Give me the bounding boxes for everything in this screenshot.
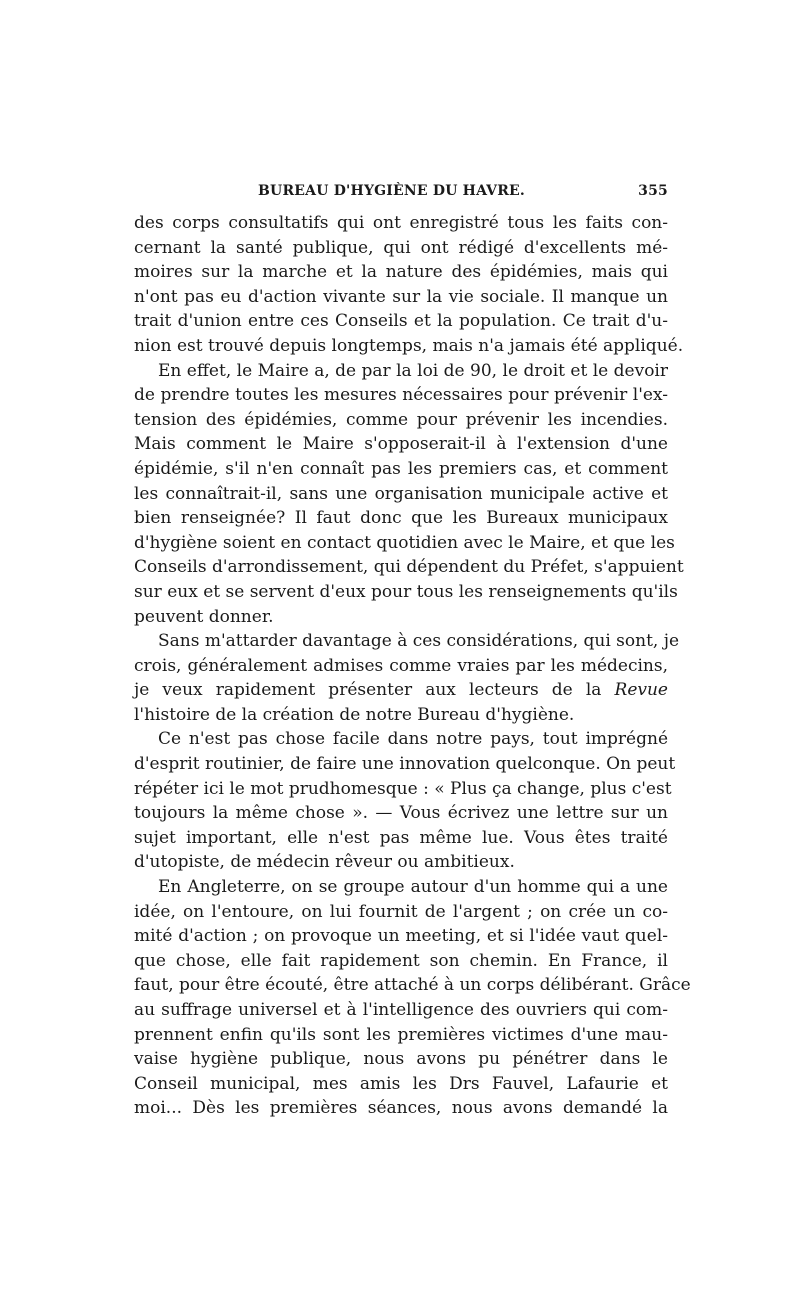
text-line: tension des épidémies, comme pour prévenir les incendies.	[134, 409, 668, 430]
body-text	[134, 211, 691, 1121]
page-number: 355	[638, 183, 668, 199]
text-line: Mais comment le Maire s'opposerait-il à l'extension d'une	[134, 434, 668, 455]
text-line: mité d'action ; on provoque un meeting, et si l'idée vaut quel-	[134, 926, 668, 947]
running-title: BUREAU D'HYGIÈNE DU HAVRE.	[258, 183, 525, 199]
text-line: répéter ici le mot prudhomesque : « Plus ça change, plus c'est	[134, 778, 672, 799]
text-line: que chose, elle fait rapidement son chemin. En France, il	[134, 950, 668, 971]
text-line: vaise hygiène publique, nous avons pu pénétrer dans le	[134, 1049, 668, 1070]
text-line: crois, généralement admises comme vraies par les médecins,	[134, 655, 668, 676]
text-line: moi... Dès les premières séances, nous avons demandé la	[134, 1098, 668, 1119]
text-line: d'esprit routinier, de faire une innovation quelconque. On peut	[134, 754, 676, 775]
text-line: Conseil municipal, mes amis les Drs Fauvel, Lafaurie et	[134, 1073, 668, 1094]
text-line: n'ont pas eu d'action vivante sur la vie sociale. Il manque un	[134, 286, 668, 307]
text-line: les connaîtrait-il, sans une organisation municipale active et	[134, 483, 668, 504]
text-line: d'hygiène soient en contact quotidien avec le Maire, et que les	[134, 532, 675, 553]
text-line: trait d'union entre ces Conseils et la population. Ce trait d'u-	[134, 311, 668, 332]
text-line: bien renseignée? Il faut donc que les Bureaux municipaux	[134, 508, 668, 529]
text-line: de prendre toutes les mesures nécessaires pour prévenir l'ex-	[134, 385, 668, 406]
text-line: En Angleterre, on se groupe autour d'un homme qui a une	[158, 877, 668, 898]
text-line: prennent enfin qu'ils sont les premières victimes d'une mau-	[134, 1024, 668, 1045]
text-line: En effet, le Maire a, de par la loi de 90, le droit et le devoir	[158, 360, 668, 381]
text-line: cernant la santé publique, qui ont rédigé d'excellents mé-	[134, 237, 668, 258]
text-line: Sans m'attarder davantage à ces considérations, qui sont, je	[158, 631, 680, 652]
text-line: nion est trouvé depuis longtemps, mais n'a jamais été appliqué.	[134, 335, 684, 356]
text-line: au suffrage universel et à l'intelligence des ouvriers qui com-	[134, 1000, 668, 1020]
text-line: faut, pour être écouté, être attaché à un corps délibérant. Grâce	[134, 975, 691, 996]
text-line: des corps consultatifs qui ont enregistré tous les faits con-	[134, 213, 668, 233]
running-header	[134, 183, 668, 205]
text-line: sur eux et se servent d'eux pour tous les renseignements qu'ils	[134, 581, 678, 602]
text-line: sujet important, elle n'est pas même lue. Vous êtes traité	[134, 827, 668, 848]
text-line: Conseils d'arrondissement, qui dépendent du Préfet, s'appuient	[134, 557, 684, 578]
text-line: peuvent donner.	[134, 606, 274, 627]
text-line: toujours la même chose ». — Vous écrivez une lettre sur un	[134, 803, 668, 824]
text-line: je veux rapidement présenter aux lecteurs de la Revue	[134, 680, 668, 701]
text-line: d'utopiste, de médecin rêveur ou ambitieux.	[134, 852, 515, 873]
text-line: moires sur la marche et la nature des épidémies, mais qui	[134, 262, 668, 283]
text-line: idée, on l'entoure, on lui fournit de l'argent ; on crée un co-	[134, 901, 668, 922]
text-line: épidémie, s'il n'en connaît pas les premiers cas, et comment	[134, 458, 668, 479]
text-line: l'histoire de la création de notre Bureau d'hygiène.	[134, 704, 575, 725]
text-line: Ce n'est pas chose facile dans notre pays, tout imprégné	[158, 729, 668, 750]
